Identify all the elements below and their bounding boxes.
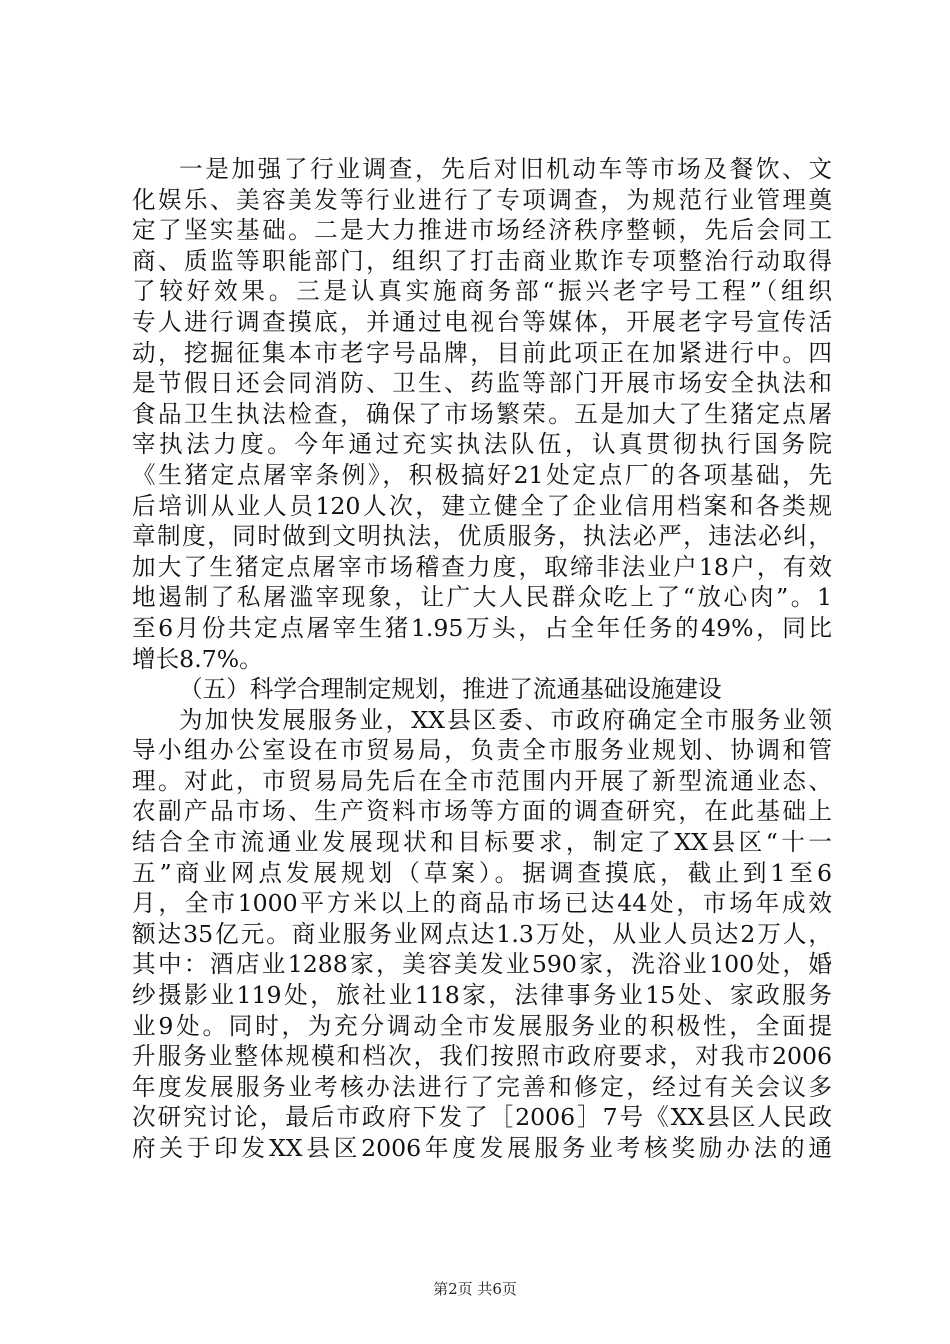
text-line: 商、质监等职能部门，组织了打击商业欺诈专项整治行动取得 <box>132 246 832 275</box>
text-line: 纱摄影业119处，旅社业118家，法律事务业15处、家政服务 <box>132 981 832 1010</box>
body-text <box>132 154 832 1164</box>
text-line: 宰执法力度。今年通过充实执法队伍，认真贯彻执行国务院 <box>132 430 832 459</box>
text-line: 《生猪定点屠宰条例》，积极搞好21处定点厂的各项基础，先 <box>132 460 832 489</box>
text-line: 后培训从业人员120人次，建立健全了企业信用档案和各类规 <box>132 491 832 520</box>
text-line: 五”商业网点发展规划（草案）。据调查摸底，截止到1至6 <box>132 858 832 887</box>
text-line: 农副产品市场、生产资料市场等方面的调查研究，在此基础上 <box>132 797 832 826</box>
text-line: 其中：酒店业1288家，美容美发业590家，洗浴业100处，婚 <box>132 950 832 979</box>
section-heading: （五）科学合理制定规划，推进了流通基础设施建设 <box>179 675 722 704</box>
text-line: 次研究讨论，最后市政府下发了［2006］7号《XX县区人民政 <box>132 1103 832 1132</box>
text-line: 府关于印发XX县区2006年度发展服务业考核奖励办法的通 <box>132 1134 832 1162</box>
text-line: 定了坚实基础。二是大力推进市场经济秩序整顿，先后会同工 <box>132 216 832 245</box>
page-footer <box>0 1278 950 1299</box>
text-line: 升服务业整体规模和档次，我们按照市政府要求，对我市2006 <box>132 1042 832 1071</box>
text-line: 是节假日还会同消防、卫生、药监等部门开展市场安全执法和 <box>132 369 832 398</box>
text-line: 食品卫生执法检查，确保了市场繁荣。五是加大了生猪定点屠 <box>132 399 832 428</box>
text-line: 地遏制了私屠滥宰现象，让广大人民群众吃上了“放心肉”。1 <box>132 583 832 612</box>
text-line: 章制度，同时做到文明执法，优质服务，执法必严，违法必纠， <box>132 522 832 551</box>
text-line: 业9处。同时，为充分调动全市发展服务业的积极性，全面提 <box>132 1011 832 1040</box>
text-line: 年度发展服务业考核办法进行了完善和修定，经过有关会议多 <box>132 1072 832 1101</box>
text-line: 导小组办公室设在市贸易局，负责全市服务业规划、协调和管 <box>132 736 832 765</box>
text-line: 化娱乐、美容美发等行业进行了专项调查，为规范行业管理奠 <box>132 185 832 214</box>
text-line: 了较好效果。三是认真实施商务部“振兴老字号工程”（组织 <box>132 277 832 306</box>
text-line: 加大了生猪定点屠宰市场稽查力度，取缔非法业户18户，有效 <box>132 552 832 581</box>
text-line: 一是加强了行业调查，先后对旧机动车等市场及餐饮、文 <box>179 155 832 183</box>
text-line: 动，挖掘征集本市老字号品牌，目前此项正在加紧进行中。四 <box>132 338 832 367</box>
text-line: 月，全市1000平方米以上的商品市场已达44处，市场年成效 <box>132 889 832 918</box>
text-line: 结合全市流通业发展现状和目标要求，制定了XX县区“十一 <box>132 828 832 857</box>
text-line: 增长8.7%。 <box>132 644 263 673</box>
text-line: 至6月份共定点屠宰生猪1.95万头，占全年任务的49%，同比 <box>132 613 832 642</box>
text-line: 理。对此，市贸易局先后在全市范围内开展了新型流通业态、 <box>132 766 832 795</box>
page-number: 第2页 共6页 <box>433 1280 517 1298</box>
text-line: 为加快发展服务业，XX县区委、市政府确定全市服务业领 <box>179 705 832 734</box>
text-line: 专人进行调查摸底，并通过电视台等媒体，开展老字号宣传活 <box>132 307 832 336</box>
text-line: 额达35亿元。商业服务业网点达1.3万处，从业人员达2万人， <box>132 919 832 948</box>
